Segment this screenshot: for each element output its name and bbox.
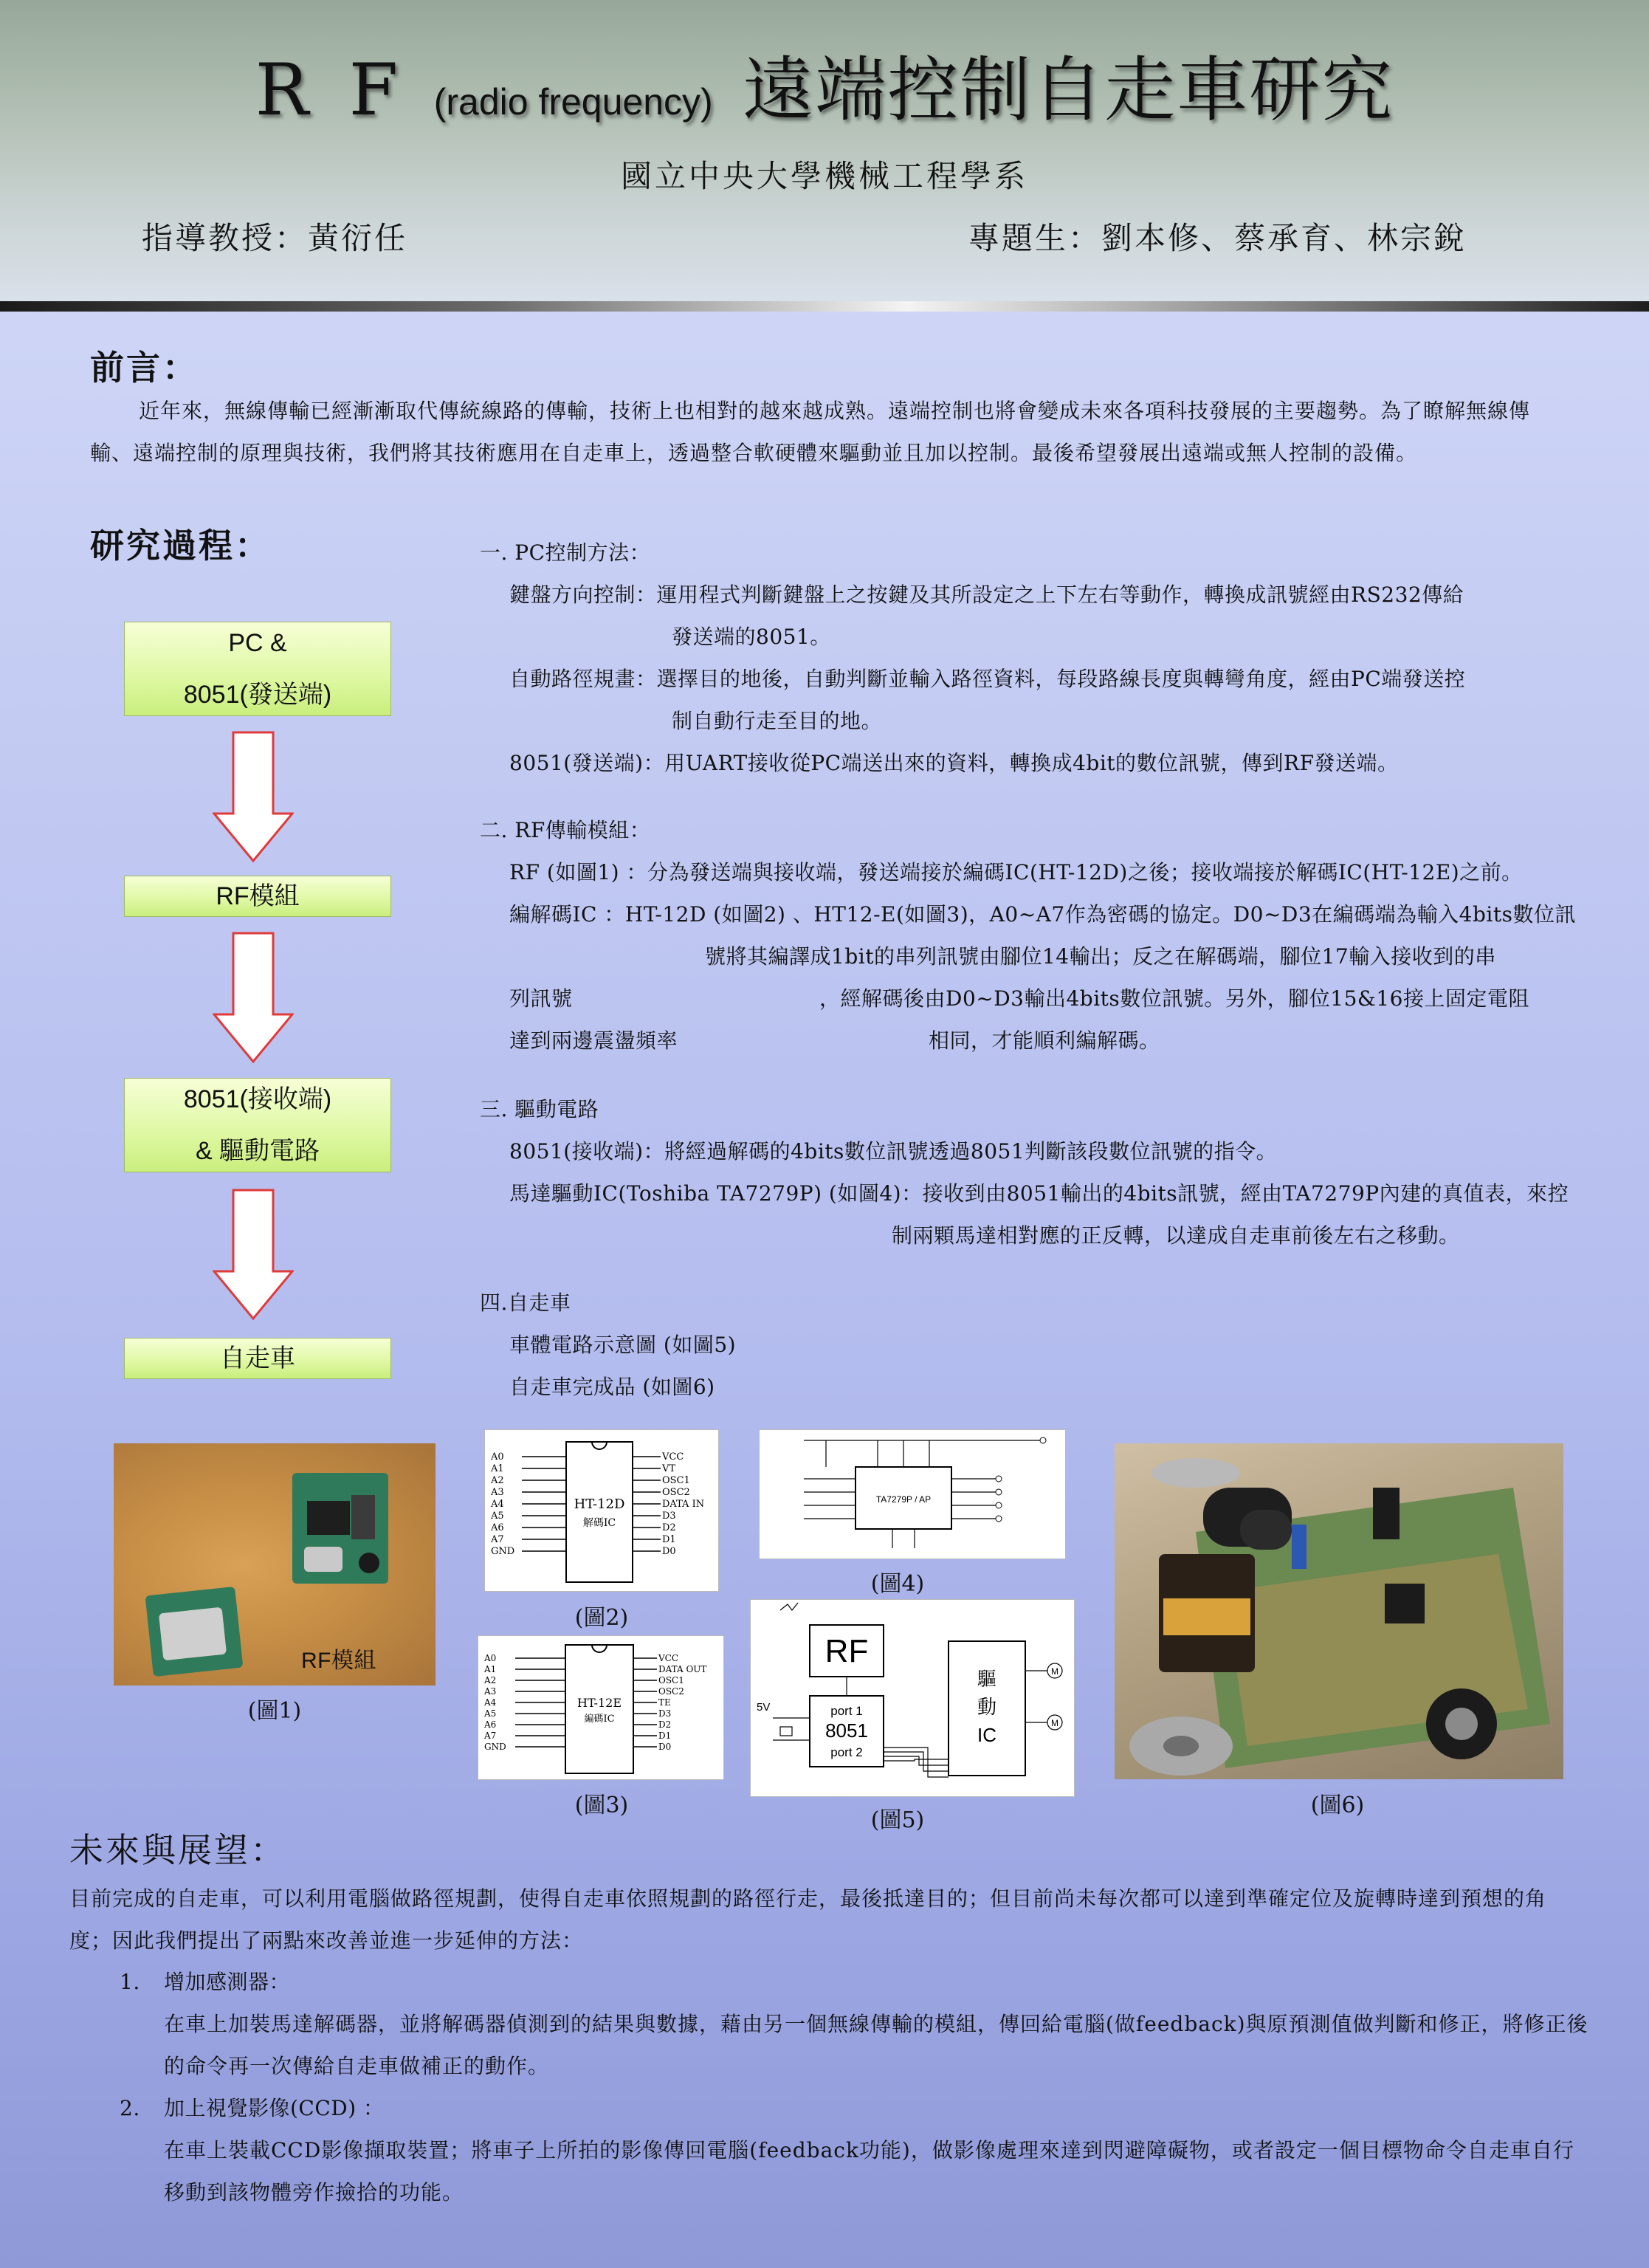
s2-codec-4a: 達到兩邊震盪頻率 [509, 1028, 678, 1053]
svg-text:D2: D2 [658, 1719, 672, 1730]
future-item2-text: 在車上裝載CCD影像擷取裝置；將車子上所拍的影像傳回電腦(feedback功能)，做影像處理來達到閃避障礙物，或者設定一個目標物命令自走車自行移動到該物體旁作撿拾的功能。 [164, 2138, 1574, 2205]
s1-title: 一. PC控制方法： [480, 540, 651, 565]
title-rf: R F [255, 49, 407, 131]
svg-text:A7: A7 [484, 1731, 497, 1741]
svg-text:A2: A2 [491, 1475, 504, 1486]
fig5-ic: IC [977, 1724, 996, 1746]
svg-text:A5: A5 [491, 1511, 504, 1522]
fig2-chip-sub: 解碼IC [582, 1517, 616, 1529]
fig5-8051: 8051 [825, 1719, 868, 1742]
svg-text:OSC2: OSC2 [658, 1686, 684, 1697]
fig2-right-pins [661, 1451, 704, 1557]
flow-box-rf [124, 876, 391, 917]
svg-text:A6: A6 [484, 1719, 497, 1730]
future-heading: 未來與展望： [69, 1830, 286, 1870]
flow-box-receiver-line2: & 驅動電路 [195, 1137, 320, 1165]
fig5-rf-label: RF [824, 1633, 869, 1669]
future-item2-title: 加上視覺影像(CCD) ： [164, 2096, 385, 2120]
fig1-label: RF模組 [301, 1649, 376, 1673]
fig1-caption: (圖1) [247, 1698, 302, 1724]
fig6-car-photo [1115, 1443, 1563, 1779]
svg-text:D3: D3 [662, 1511, 676, 1522]
svg-text:VT: VT [662, 1463, 676, 1474]
fig3-left-pins [483, 1653, 506, 1752]
fig2-chip-name: HT-12D [574, 1496, 625, 1512]
flow-box-car-line1: 自走車 [220, 1344, 295, 1372]
svg-text:A7: A7 [491, 1534, 504, 1545]
flow-box-receiver-line1: 8051(接收端) [183, 1085, 332, 1113]
svg-text:A1: A1 [484, 1664, 497, 1674]
svg-text:D1: D1 [658, 1731, 672, 1741]
fig5-port2: port 2 [830, 1745, 863, 1759]
s2-codec-3a: 列訊號 [509, 986, 573, 1011]
flow-box-pc-line2: 8051(發送端) [183, 681, 332, 709]
svg-text:GND: GND [491, 1546, 515, 1557]
fig3-ht12e-pinout [478, 1635, 724, 1780]
fig4-caption: (圖4) [870, 1571, 925, 1597]
svg-text:D2: D2 [662, 1522, 676, 1533]
fig2-ht12d-pinout [484, 1429, 719, 1592]
title-english: (radio frequency) [433, 81, 713, 123]
fig6-illustration [1115, 1443, 1563, 1779]
students: 專題生：劉本修、蔡承育、林宗銳 [968, 220, 1467, 256]
flow-arrow-1 [213, 731, 294, 864]
fig4-diagram [760, 1430, 1065, 1559]
intro-text: 近年來，無線傳輸已經漸漸取代傳統線路的傳輸，技術上也相對的越來越成熟。遠端控制也將會變成未來各項科技發展的主要趨勢。為了瞭解無線傳輸、遠端控制的原理與技術，我們將其技術應用在自走車上，透過整合軟硬體來驅動並且加以控制。最後希望發展出遠端或無人控制的設備。 [90, 399, 1531, 465]
svg-text:D0: D0 [658, 1742, 672, 1752]
fig5-5v: 5V [757, 1701, 771, 1714]
svg-text:DATA OUT: DATA OUT [658, 1664, 707, 1674]
future-item1-text: 在車上加裝馬達解碼器，並將解碼器偵測到的結果與數據，藉由另一個無線傳輸的模組，傳回給電腦(做feedback)與原預測值做判斷和修正，將修正後的命令再一次傳給自走車做補正的動作。 [164, 2012, 1588, 2078]
fig3-right-pins [658, 1653, 706, 1752]
fig3-chip-sub: 編碼IC [584, 1714, 615, 1725]
fig5-caption: (圖5) [870, 1807, 925, 1833]
s4-line-1: 車體電路示意圖 (如圖5) [509, 1333, 737, 1357]
s2-codec-3b: ，經解碼後由D0~D3輸出4bits數位訊號。另外，腳位15&16接上固定電阻 [819, 986, 1529, 1011]
fig3-diagram [478, 1636, 723, 1779]
fig5-motor-1: M [1051, 1666, 1058, 1677]
header-divider [0, 301, 1649, 312]
future-item1-title: 增加感測器： [164, 1970, 291, 1994]
advisor: 指導教授：黃衍任 [142, 220, 408, 256]
s3-recv: 8051(接收端)：將經過解碼的4bits數位訊號透過8051判斷該段數位訊號的指令。 [509, 1139, 1278, 1164]
fig4-ta7279p-circuit [759, 1429, 1066, 1559]
s1-path-2: 制自動行走至目的地。 [672, 709, 883, 733]
process-heading: 研究過程： [90, 526, 271, 566]
intro-heading: 前言： [90, 348, 199, 388]
fig3-caption: (圖3) [574, 1793, 629, 1818]
svg-text:OSC2: OSC2 [662, 1487, 690, 1498]
svg-text:A3: A3 [491, 1487, 504, 1498]
svg-text:DATA IN: DATA IN [662, 1499, 705, 1510]
s1-uart: 8051(發送端)：用UART接收從PC端送出來的資料，轉換成4bit的數位訊號，傳到RF發送端。 [509, 751, 1399, 775]
flow-arrow-3 [213, 1189, 294, 1322]
s4-title: 四.自走車 [480, 1291, 571, 1315]
flow-box-pc-line1: PC & [228, 629, 287, 657]
flow-box-pc [124, 622, 391, 716]
svg-text:A2: A2 [484, 1675, 497, 1685]
svg-text:A4: A4 [484, 1697, 497, 1708]
svg-text:D3: D3 [658, 1708, 672, 1719]
fig1-illustration [114, 1443, 436, 1685]
fig4-chip-label: TA7279P / AP [875, 1494, 932, 1505]
title-chinese: 遠端控制自走車研究 [743, 49, 1394, 131]
future-intro: 目前完成的自走車，可以利用電腦做路徑規劃，使得自走車依照規劃的路徑行走，最後抵達目的；但目前尚未每次都可以達到準確定位及旋轉時達到預想的角度；因此我們提出了兩點來改善並進一步延伸的方法： [69, 1886, 1547, 1953]
s3-motor-1: 馬達驅動IC(Toshiba TA7279P) (如圖4)：接收到由8051輸出的4bits訊號，經由TA7279P內建的真值表，來控 [509, 1181, 1569, 1206]
svg-text:A6: A6 [491, 1522, 504, 1533]
future-item1-number: 1. [120, 1970, 140, 1994]
svg-text:OSC1: OSC1 [658, 1675, 684, 1685]
fig5-drive-1: 驅 [977, 1669, 997, 1691]
svg-text:TE: TE [658, 1697, 671, 1708]
flow-box-car [124, 1338, 391, 1379]
s1-path-1: 自動路徑規畫：選擇目的地後，自動判斷並輸入路徑資料，每段路線長度與轉彎角度，經由PC端發送控 [509, 667, 1466, 691]
fig2-left-pins [490, 1451, 514, 1557]
fig5-diagram [751, 1600, 1074, 1796]
fig5-car-circuit [750, 1599, 1075, 1797]
fig3-chip-name: HT-12E [576, 1696, 622, 1710]
s2-rf: RF (如圖1) ：分為發送端與接收端，發送端接於編碼IC(HT-12D)之後；接收端接於解碼IC(HT-12E)之前。 [509, 860, 1523, 884]
s2-codec-4b: 相同，才能順利編解碼。 [929, 1028, 1160, 1053]
poster-title [0, 46, 1649, 146]
svg-text:D1: D1 [662, 1534, 676, 1545]
s4-line-2: 自走車完成品 (如圖6) [509, 1375, 715, 1399]
fig1-rf-module-photo [114, 1443, 436, 1685]
flow-arrow-2 [213, 932, 294, 1065]
svg-text:VCC: VCC [658, 1653, 679, 1663]
svg-text:A3: A3 [484, 1686, 497, 1697]
department: 國立中央大學機械工程學系 [620, 158, 1028, 194]
fig5-drive-2: 動 [977, 1697, 997, 1719]
svg-text:A5: A5 [484, 1708, 497, 1719]
s1-keyboard-2: 發送端的8051。 [672, 625, 831, 649]
fig5-motor-2: M [1051, 1718, 1058, 1728]
fig2-diagram [485, 1430, 718, 1591]
svg-text:A1: A1 [491, 1463, 504, 1474]
svg-text:OSC1: OSC1 [662, 1475, 690, 1486]
s1-keyboard-1: 鍵盤方向控制：運用程式判斷鍵盤上之按鍵及其所設定之上下左右等動作，轉換成訊號經由RS232傳給 [509, 583, 1464, 607]
svg-text:A0: A0 [491, 1451, 504, 1463]
svg-text:A4: A4 [491, 1499, 504, 1510]
s3-title: 三. 驅動電路 [480, 1097, 599, 1121]
fig5-port1: port 1 [830, 1704, 863, 1718]
fig6-caption: (圖6) [1310, 1793, 1365, 1818]
s3-motor-2: 制兩顆馬達相對應的正反轉，以達成自走車前後左右之移動。 [892, 1223, 1460, 1248]
s2-codec-2: 號將其編譯成1bit的串列訊號由腳位14輸出；反之在解碼端，腳位17輸入接收到的串 [705, 944, 1496, 969]
svg-text:GND: GND [484, 1742, 506, 1752]
s2-title: 二. RF傳輸模組： [480, 818, 651, 842]
flow-box-receiver [124, 1078, 391, 1172]
future-item2-number: 2. [120, 2096, 140, 2120]
svg-text:A0: A0 [484, 1653, 497, 1663]
fig2-caption: (圖2) [574, 1605, 629, 1631]
flow-box-rf-line1: RF模組 [216, 882, 300, 910]
svg-text:VCC: VCC [662, 1451, 684, 1463]
svg-text:D0: D0 [662, 1546, 676, 1557]
s2-codec-1: 編解碼IC ：HT-12D (如圖2) 、HT12-E(如圖3)，A0~A7作為密碼的協定。D0~D3在編碼端為輸入4bits數位訊 [509, 902, 1576, 927]
